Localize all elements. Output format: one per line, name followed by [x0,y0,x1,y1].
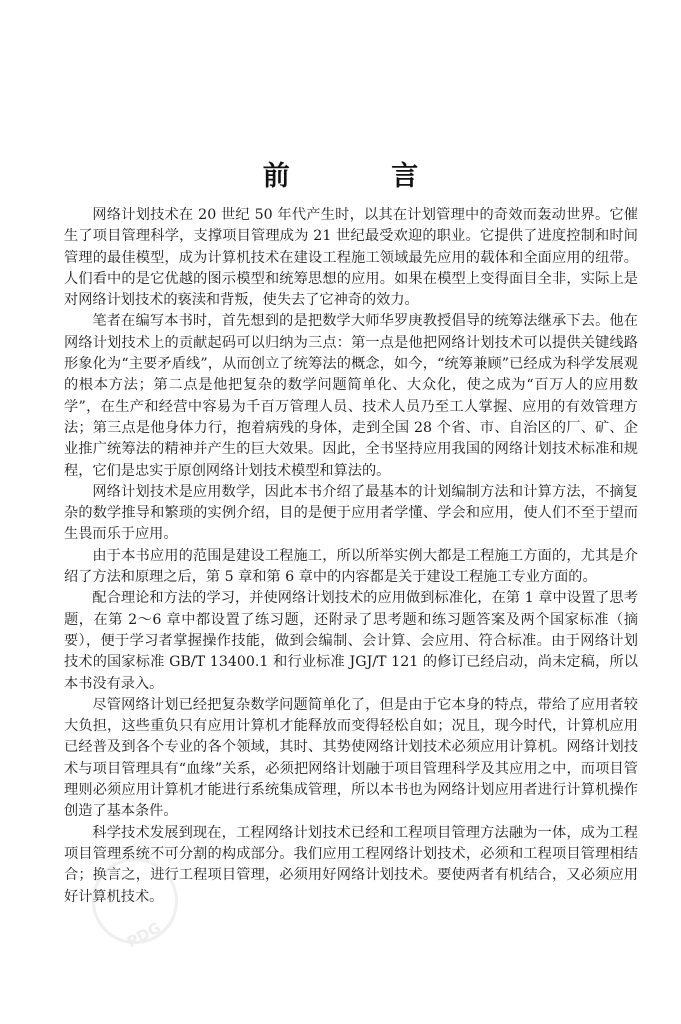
paragraph-4: 由于本书应用的范围是建设工程施工，所以所举实例大都是工程施工方面的，尤其是介绍了方法和原理之后，第 5 章和第 6 章中的内容都是关于建设工程施工专业方面的。 [64,547,638,586]
paragraph-5: 配合理论和方法的学习，并使网络计划技术的应用做到标准化，在第 1 章中设置了思考题，在第 2～6 章中都设置了练习题，还附录了思考题和练习题答案及两个国家标准（摘要），便于学习者掌握操作技能，做到会编制、会计算、会应用、符合标准。由于网络计划技术的国家标准 GB/T 13400.1 和行业标准 JGJ/T 121 的修订已经启动，尚未定稿，所以本书没有录入。 [64,590,638,692]
paragraph-6: 尽管网络计划已经把复杂数学问题简单化了，但是由于它本身的特点，带给了应用者较大负担，这些重负只有应用计算机才能释放而变得轻松自如；况且，现今时代，计算机应用已经普及到各个专业的各个领域，其时、其势使网络计划技术必须应用计算机。网络计划技术与项目管理具有“血缘”关系，必须把网络计划融于项目管理科学及其应用之中，而项目管理则必须应用计算机才能进行系统集成管理，所以本书也为网络计划应用者进行计算机操作创造了基本条件。 [64,696,638,820]
preface-body [64,205,638,908]
watermark-stamp [92,858,178,952]
watermark-text: PDG [123,918,164,952]
paragraph-3: 网络计划技术是应用数学，因此本书介绍了最基本的计划编制方法和计算方法，不摘复杂的数学推导和繁琐的实例介绍，目的是便于应用者学懂、学会和应用，使人们不至于望而生畏而乐于应用。 [64,483,638,543]
page-title: 前 言 [262,161,465,193]
paragraph-7: 科学技术发展到现在，工程网络计划技术已经和工程项目管理方法融为一体，成为工程项目管理系统不可分割的构成部分。我们应用工程网络计划技术，必须和工程项目管理相结合；换言之，进行工程项目管理，必须用好网络计划技术。要使两者有机结合，又必须应用好计算机技术。 [64,824,638,905]
paragraph-1: 网络计划技术在 20 世纪 50 年代产生时，以其在计划管理中的奇效而轰动世界。它催生了项目管理科学，支撑项目管理成为 21 世纪最受欢迎的职业。它提供了进度控制和时间管理的最佳模型，成为计算机技术在建设工程施工领域最先应用的载体和全面应用的纽带。人们看中的是它优越的图示模型和统筹思想的应用。如果在模型上变得面目全非，实际上是对网络计划技术的亵渎和背叛，使失去了它神奇的效力。 [64,207,638,309]
paragraph-2: 笔者在编写本书时，首先想到的是把数学大师华罗庚教授倡导的统筹法继承下去。他在网络计划技术上的贡献起码可以归纳为三点：第一点是他把网络计划技术可以提供关键线路形象化为“主要矛盾线”，从而创立了统筹法的概念，如今，“统筹兼顾”已经成为科学发展观的根本方法；第二点是他把复杂的数学问题简单化、大众化，使之成为“百万人的应用数学”，在生产和经营中容易为千百万管理人员、技术人员乃至工人掌握、应用的有效管理方法；第三点是他身体力行，抱着病残的身体，走到全国 28 个省、市、自治区的厂、矿、企业推广统筹法的精神并产生的巨大效果。因此，全书坚持应用我国的网络计划技术标准和规程，它们是忠实于原创网络计划技术模型和算法的。 [64,313,638,479]
